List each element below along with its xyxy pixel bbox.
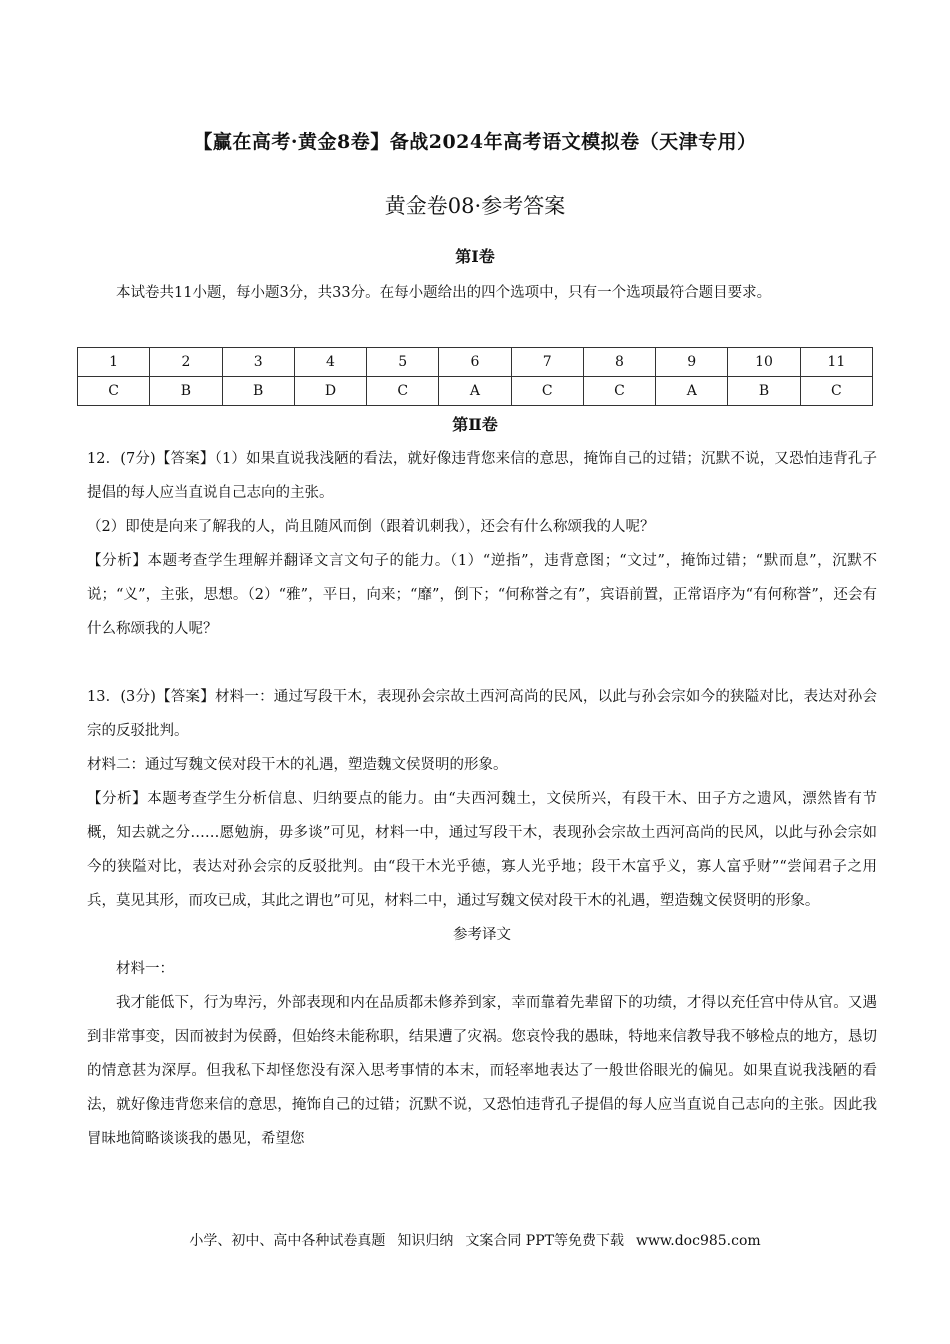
q12-analysis: 【分析】本题考查学生理解并翻译文言文句子的能力。（1）“逆指”，违背意图；“文过”，掩饰过错；“默而息”，沉默不说；“义”，主张，思想。（2）“雅”，平日，向来；“靡”，倒下；“何称誉之有”，宾语前置，正常语序为“有何称誉”，还会有什么称颂我的人呢？ [87, 553, 877, 637]
question-number-cell: 1 [78, 348, 150, 377]
answer-table [77, 347, 873, 406]
question-number-cell: 4 [294, 348, 366, 377]
page-footer [0, 1230, 950, 1250]
question-number-cell: 9 [656, 348, 728, 377]
q13-analysis: 【分析】本题考查学生分析信息、归纳要点的能力。由“夫西河魏土，文侯所兴，有段干木、田子方之遗风，漂然皆有节概，知去就之分……愿勉旃，毋多谈”可见，材料一中，通过写段干木，表现孙会宗故土西河高尚的民风，以此与孙会宗如今的狭隘对比，表达对孙会宗的反驳批判。由“段干木光乎德，寡人光乎地；段干木富乎义，寡人富乎财”“尝闻君子之用兵，莫见其形，而攻已成，其此之谓也”可见，材料二中，通过写魏文侯对段干木的礼遇，塑造魏文侯贤明的形象。 [87, 791, 877, 909]
footer-middle: 知识归纳 [397, 1233, 454, 1249]
footer-left: 小学、初中、高中各种试卷真题 [189, 1233, 386, 1249]
q12-answer: 12．(7分)【答案】（1）如果直说我浅陋的看法，就好像违背您来信的意思，掩饰自己的过错；沉默不说，又恐怕违背孔子提倡的每人应当直说自己志向的主张。 [87, 451, 877, 501]
translation-title: 参考译文 [453, 927, 511, 943]
answer-cell: C [78, 377, 150, 406]
section2-heading: 第Ⅱ卷 [452, 415, 498, 434]
answer-cell: C [367, 377, 439, 406]
question-number-cell: 6 [439, 348, 511, 377]
question-number-cell: 3 [222, 348, 294, 377]
question-number-cell: 10 [728, 348, 800, 377]
answer-table-number-row [78, 348, 873, 377]
answer-cell: B [222, 377, 294, 406]
section1-instruction: 本试卷共11小题，每小题3分，共33分。在每小题给出的四个选项中，只有一个选项最符合题目要求。 [116, 285, 772, 301]
main-title: 【赢在高考·黄金8卷】备战2024年高考语文模拟卷（天津专用） [193, 131, 757, 153]
question-number-cell: 5 [367, 348, 439, 377]
answer-cell: B [150, 377, 222, 406]
question-number-cell: 11 [800, 348, 872, 377]
footer-right: 文案合同 PPT等免费下载 [465, 1233, 624, 1249]
question-12 [87, 442, 877, 1156]
answer-cell: C [800, 377, 872, 406]
answer-cell: D [294, 377, 366, 406]
answer-cell: C [511, 377, 583, 406]
translation-body: 我才能低下，行为卑污，外部表现和内在品质都未修养到家，幸而靠着先辈留下的功绩，才得以充任宫中侍从官。又遇到非常事变，因而被封为侯爵，但始终未能称职，结果遭了灾祸。您哀怜我的愚昧，特地来信教导我不够检点的地方，恳切的情意甚为深厚。但我私下却怪您没有深入思考事情的本末，而轻率地表达了一般世俗眼光的偏见。如果直说我浅陋的看法，就好像违背您来信的意思，掩饰自己的过错；沉默不说，又恐怕违背孔子提倡的每人应当直说自己志向的主张。因此我冒昧地简略谈谈我的愚见，希望您 [87, 995, 877, 1147]
answer-table-answer-row [78, 377, 873, 406]
q12-answer-part2: （2）即使是向来了解我的人，尚且随风而倒（跟着讥刺我），还会有什么称颂我的人呢？ [87, 519, 655, 535]
question-number-cell: 2 [150, 348, 222, 377]
translation-material-label: 材料一： [116, 961, 174, 977]
answer-cell: A [656, 377, 728, 406]
sub-title: 黄金卷08·参考答案 [384, 194, 566, 218]
section1-heading: 第Ⅰ卷 [455, 247, 495, 266]
footer-url[interactable]: www.doc985.com [635, 1233, 761, 1249]
question-number-cell: 7 [511, 348, 583, 377]
answer-cell: A [439, 377, 511, 406]
q13-answer: 13．(3分)【答案】材料一：通过写段干木，表现孙会宗故土西河高尚的民风，以此与孙会宗如今的狭隘对比，表达对孙会宗的反驳批判。 [87, 689, 877, 739]
question-number-cell: 8 [583, 348, 655, 377]
answer-cell: C [583, 377, 655, 406]
q13-answer-part2: 材料二：通过写魏文侯对段干木的礼遇，塑造魏文侯贤明的形象。 [87, 757, 508, 773]
answer-cell: B [728, 377, 800, 406]
